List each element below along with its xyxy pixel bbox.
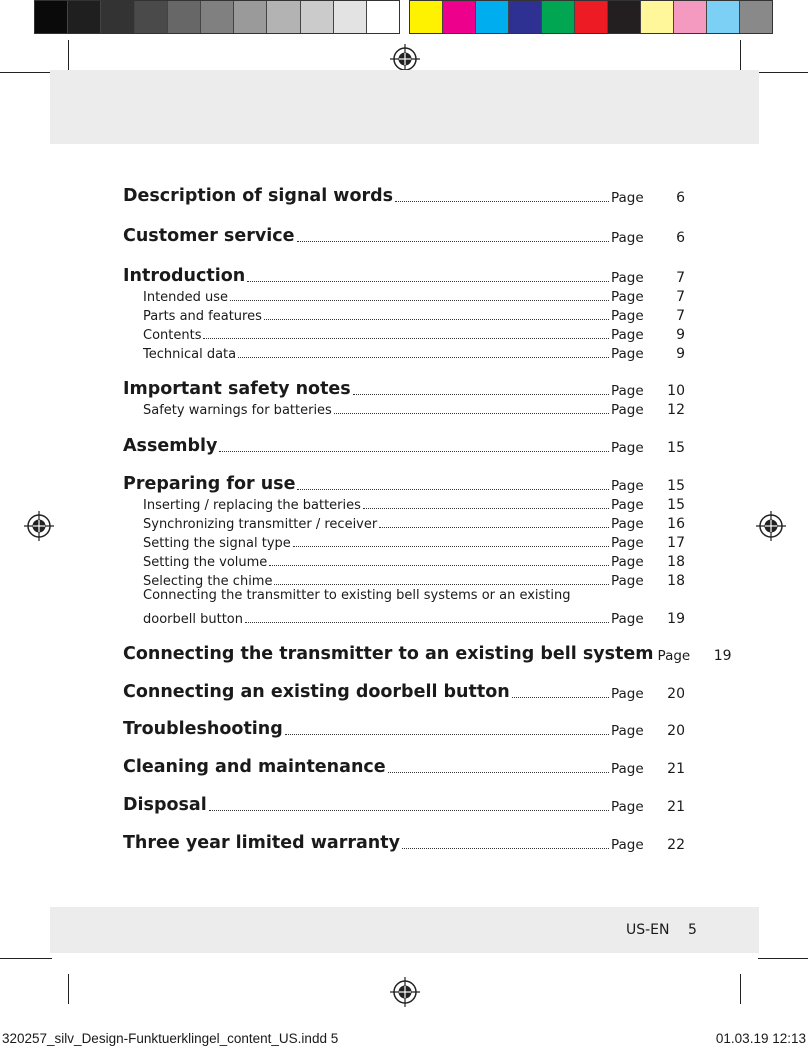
toc-entry-label: Customer service — [123, 226, 295, 246]
crop-mark — [0, 958, 52, 959]
toc-dot-leader — [363, 508, 609, 509]
toc-page-word: Page — [611, 516, 644, 532]
color-swatch — [706, 1, 739, 33]
color-swatch — [333, 1, 366, 33]
color-swatch — [134, 1, 167, 33]
color-swatch — [574, 1, 607, 33]
toc-page-number: 7 — [676, 308, 685, 324]
toc-page-number: 12 — [667, 402, 685, 418]
color-swatch — [200, 1, 233, 33]
toc-sub-entry — [123, 512, 685, 532]
toc-dot-leader — [388, 772, 609, 773]
toc-page-word: Page — [611, 837, 644, 853]
toc-entry-label: Intended use — [143, 290, 229, 305]
toc-entry-label: Cleaning and maintenance — [123, 757, 386, 777]
toc-page-word: Page — [611, 535, 644, 551]
toc-main-entry — [123, 833, 685, 853]
toc-page-word: Page — [611, 327, 644, 343]
toc-page-number: 9 — [676, 346, 685, 362]
toc-sub-entry — [123, 550, 685, 570]
color-swatch — [475, 1, 508, 33]
toc-page-number: 20 — [667, 686, 685, 702]
color-swatch — [673, 1, 706, 33]
color-swatch — [233, 1, 266, 33]
toc-main-entry — [123, 719, 685, 739]
color-swatch — [366, 1, 399, 33]
color-swatch — [410, 1, 442, 33]
toc-main-entry — [123, 682, 685, 702]
toc-entry-label: Setting the volume — [143, 555, 268, 570]
toc-entry-label: Introduction — [123, 266, 246, 286]
toc-sub-entry — [123, 304, 685, 324]
toc-dot-leader — [334, 413, 609, 414]
toc-dot-leader — [402, 848, 609, 849]
toc-page-number: 19 — [713, 648, 732, 664]
toc-sub-entry — [123, 569, 685, 589]
toc-dot-leader — [274, 584, 609, 585]
toc-entry-label: Important safety notes — [123, 379, 351, 399]
toc-main-entry — [123, 226, 685, 246]
toc-entry-label: Selecting the chime — [143, 574, 273, 589]
toc-page-word: Page — [611, 346, 644, 362]
color-swatch — [300, 1, 333, 33]
toc-sub-entry — [123, 607, 685, 627]
process-color-bar — [409, 0, 773, 34]
color-swatch — [100, 1, 133, 33]
toc-page-number: 9 — [676, 327, 685, 343]
toc-page-number: 21 — [667, 761, 685, 777]
toc-dot-leader — [247, 281, 609, 282]
toc-sub-entry — [123, 285, 685, 305]
toc-sub-entry — [123, 398, 685, 418]
registration-mark-icon — [390, 977, 420, 1007]
toc-sub-entry — [123, 531, 685, 551]
toc-page-word: Page — [611, 573, 644, 589]
crop-mark — [0, 72, 52, 73]
toc-dot-leader — [297, 489, 609, 490]
slug-filename: 320257_silv_Design-Funktuerklingel_content_US.indd 5 — [2, 1031, 339, 1046]
toc-dot-leader — [297, 241, 610, 242]
toc-entry-label: Assembly — [123, 436, 218, 456]
header-band — [50, 70, 759, 144]
toc-dot-leader — [203, 338, 609, 339]
color-swatch — [640, 1, 673, 33]
toc-page-word: Page — [611, 270, 644, 286]
toc-main-entry — [123, 436, 685, 456]
crop-mark — [740, 974, 741, 1004]
toc-page-number: 22 — [667, 837, 685, 853]
toc-sub-entry — [123, 342, 685, 362]
toc-page-number: 19 — [667, 611, 685, 627]
toc-page-word: Page — [611, 402, 644, 418]
toc-page-word: Page — [611, 497, 644, 513]
toc-main-entry — [123, 266, 685, 286]
toc-page-number: 6 — [676, 190, 685, 206]
slug-date: 01.03.19 12:13 — [715, 1031, 806, 1046]
toc-page-word: Page — [657, 648, 691, 664]
toc-dot-leader — [264, 319, 609, 320]
registration-mark-icon — [756, 511, 786, 541]
toc-dot-leader — [285, 734, 609, 735]
color-swatch — [167, 1, 200, 33]
toc-main-entry — [123, 644, 732, 664]
toc-page-number: 15 — [667, 440, 685, 456]
toc-page-word: Page — [611, 723, 644, 739]
toc-page-number: 7 — [676, 289, 685, 305]
toc-entry-label: Connecting the transmitter to an existing bell system — [123, 644, 654, 664]
toc-page-word: Page — [611, 686, 644, 702]
toc-page-number: 6 — [676, 230, 685, 246]
grayscale-color-bar — [34, 0, 400, 34]
toc-entry-label: Connecting an existing doorbell button — [123, 682, 510, 702]
toc-dot-leader — [353, 394, 609, 395]
color-swatch — [442, 1, 475, 33]
toc-entry-label: Disposal — [123, 795, 207, 815]
toc-page-word: Page — [611, 440, 644, 456]
footer-page-number: 5 — [688, 922, 697, 938]
toc-entry-label: Three year limited warranty — [123, 833, 401, 853]
toc-page-number: 20 — [667, 723, 685, 739]
toc-entry-label: Synchronizing transmitter / receiver — [143, 517, 378, 532]
toc-entry-label: Parts and features — [143, 309, 262, 324]
color-swatch — [541, 1, 574, 33]
toc-page-number: 21 — [667, 799, 685, 815]
color-swatch — [35, 1, 67, 33]
toc-page-number: 7 — [676, 270, 685, 286]
toc-page-word: Page — [611, 478, 644, 494]
toc-dot-leader — [269, 565, 609, 566]
toc-page-word: Page — [611, 611, 644, 627]
footer-language-code: US-EN — [626, 922, 670, 938]
toc-dot-leader — [219, 451, 609, 452]
toc-dot-leader — [238, 357, 609, 358]
toc-page-word: Page — [611, 289, 644, 305]
toc-entry-label: Description of signal words — [123, 186, 394, 206]
color-swatch — [508, 1, 541, 33]
toc-page-number: 10 — [667, 383, 685, 399]
toc-entry-label: Technical data — [143, 347, 237, 362]
toc-sub-entry — [123, 493, 685, 513]
crop-mark — [68, 974, 69, 1004]
toc-main-entry — [123, 186, 685, 206]
toc-dot-leader — [209, 810, 609, 811]
toc-dot-leader — [293, 546, 609, 547]
toc-page-word: Page — [611, 308, 644, 324]
toc-page-word: Page — [611, 230, 644, 246]
toc-dot-leader — [395, 201, 609, 202]
toc-entry-label: Troubleshooting — [123, 719, 283, 739]
toc-entry-label: Contents — [143, 328, 202, 343]
toc-main-entry — [123, 474, 685, 494]
toc-page-word: Page — [611, 190, 644, 206]
toc-page-number: 15 — [667, 497, 685, 513]
toc-entry-label: Safety warnings for batteries — [143, 403, 332, 418]
toc-sub-entry — [123, 323, 685, 343]
toc-page-number: 18 — [667, 554, 685, 570]
toc-entry-label: Setting the signal type — [143, 536, 291, 551]
toc-page-word: Page — [611, 799, 644, 815]
toc-entry-label: Preparing for use — [123, 474, 296, 494]
toc-page-number: 18 — [667, 573, 685, 589]
toc-page-number: 16 — [667, 516, 685, 532]
crop-mark — [758, 72, 808, 73]
color-swatch — [67, 1, 100, 33]
crop-mark — [758, 958, 808, 959]
toc-dot-leader — [230, 300, 609, 301]
toc-page-word: Page — [611, 761, 644, 777]
color-swatch — [739, 1, 772, 33]
toc-main-entry — [123, 795, 685, 815]
toc-entry-label: Inserting / replacing the batteries — [143, 498, 361, 513]
toc-dot-leader — [512, 697, 609, 698]
toc-main-entry — [123, 379, 685, 399]
toc-main-entry — [123, 757, 685, 777]
toc-dot-leader — [379, 527, 609, 528]
registration-mark-icon — [24, 511, 54, 541]
toc-entry-label: doorbell button — [143, 612, 243, 627]
toc-page-word: Page — [611, 383, 644, 399]
color-swatch — [266, 1, 299, 33]
toc-dot-leader — [245, 622, 609, 623]
toc-entry-label-line: Connecting the transmitter to existing bell systems or an existing — [143, 588, 571, 603]
toc-page-word: Page — [611, 554, 644, 570]
color-swatch — [607, 1, 640, 33]
toc-page-number: 17 — [667, 535, 685, 551]
toc-page-number: 15 — [667, 478, 685, 494]
